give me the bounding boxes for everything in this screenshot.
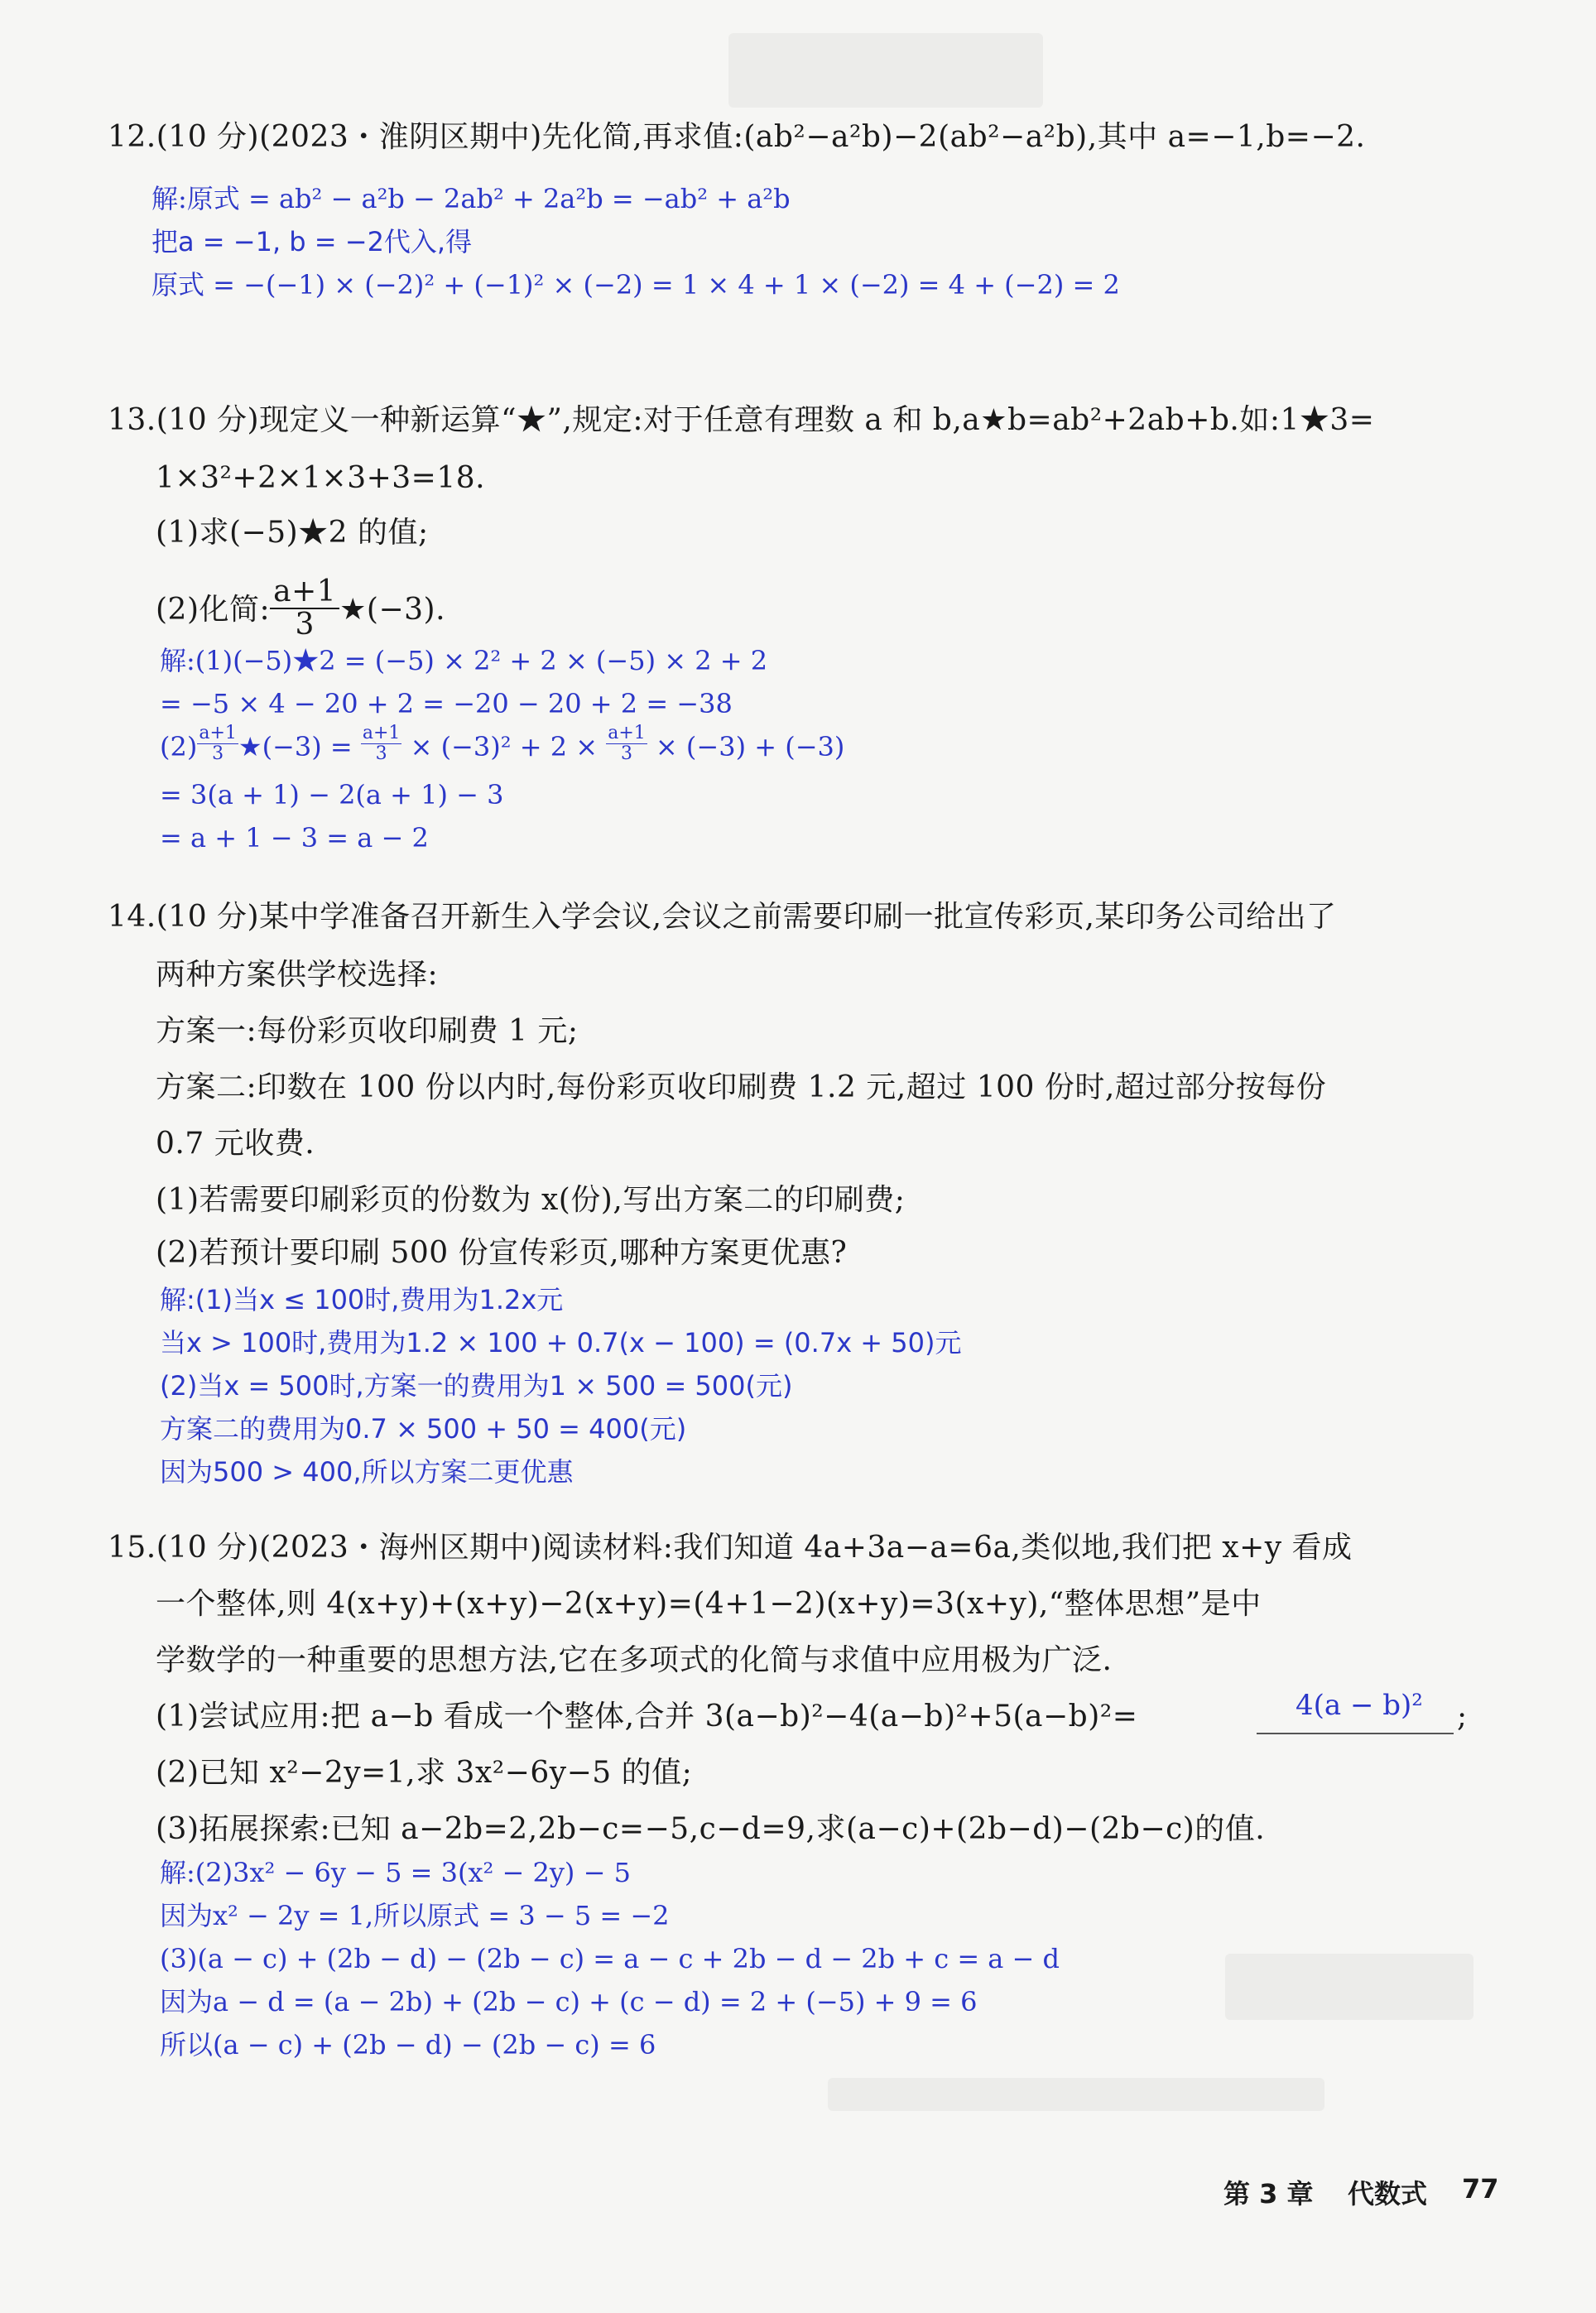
q13-part-1: (1)求(−5)★2 的值; — [156, 516, 429, 550]
bleed-through-mark — [1225, 1954, 1473, 2020]
q13-ans3-part: × (−3)² + 2 × — [410, 731, 598, 762]
q15-answer-line-4: 因为a − d = (a − 2b) + (2b − c) + (c − d) = 2 + (−5) + 9 = 6 — [160, 1986, 978, 2017]
q13-ans3-part: ★(−3) = — [238, 731, 353, 762]
q12-answer-line-1: 解:原式 = ab² − a²b − 2ab² + 2a²b = −ab² + a²b — [151, 183, 791, 214]
q13-fraction — [270, 576, 339, 641]
bleed-through-mark — [728, 33, 1043, 108]
q15-stem-line-1: 15.(10 分)(2023・海州区期中)阅读材料:我们知道 4a+3a−a=6a,类似地,我们把 x+y 看成 — [108, 1531, 1353, 1565]
q13-ans3-fraction — [197, 724, 238, 764]
q14-part-1: (1)若需要印刷彩页的份数为 x(份),写出方案二的印刷费; — [156, 1183, 906, 1217]
q12-answer-line-2: 把a = −1, b = −2代入,得 — [151, 226, 473, 257]
q13-answer-line-3 — [160, 723, 845, 769]
q15-stem-line-2: 一个整体,则 4(x+y)+(x+y)−2(x+y)=(4+1−2)(x+y)=3(x+y),“整体思想”是中 — [156, 1587, 1262, 1621]
fraction-denominator: 3 — [620, 743, 632, 764]
q13-answer-line-5: = a + 1 − 3 = a − 2 — [160, 822, 429, 854]
q13-part-2-prefix: (2)化简: — [156, 593, 271, 627]
q13-stem-line-2: 1×3²+2×1×3+3=18. — [156, 461, 486, 495]
q14-plan-1: 方案一:每份彩页收印刷费 1 元; — [156, 1014, 579, 1048]
q15-answer-line-5: 所以(a − c) + (2b − d) − (2b − c) = 6 — [160, 2029, 656, 2061]
q15-part-1: (1)尝试应用:把 a−b 看成一个整体,合并 3(a−b)²−4(a−b)²+5(a−b)²= — [156, 1700, 1138, 1734]
q14-stem-line-2: 两种方案供学校选择: — [156, 958, 439, 992]
q15-stem-line-3: 学数学的一种重要的思想方法,它在多项式的化简与求值中应用极为广泛. — [156, 1643, 1113, 1677]
q15-answer-line-2: 因为x² − 2y = 1,所以原式 = 3 − 5 = −2 — [160, 1900, 670, 1931]
q15-part-1-end: ; — [1457, 1700, 1468, 1734]
q13-part-2 — [156, 575, 446, 644]
q13-ans3-fraction — [361, 724, 402, 764]
q12-answer-line-3: 原式 = −(−1) × (−2)² + (−1)² × (−2) = 1 × 4 + 1 × (−2) = 4 + (−2) = 2 — [151, 269, 1120, 301]
q13-part-2-suffix: ★(−3). — [339, 593, 446, 627]
q15-part-3: (3)拓展探索:已知 a−2b=2,2b−c=−5,c−d=9,求(a−c)+(2b−d)−(2b−c)的值. — [156, 1812, 1266, 1846]
q13-ans3-part: × (−3) + (−3) — [655, 731, 845, 762]
q14-plan-2-line-2: 0.7 元收费. — [156, 1127, 315, 1161]
fraction-numerator: a+1 — [270, 576, 339, 609]
q15-answer-line-3: (3)(a − c) + (2b − d) − (2b − c) = a − c + 2b − d − 2b + c = a − d — [160, 1943, 1060, 1974]
q13-answer-line-4: = 3(a + 1) − 2(a + 1) − 3 — [160, 779, 504, 810]
q13-stem-line-1: 13.(10 分)现定义一种新运算“★”,规定:对于任意有理数 a 和 b,a★b=ab²+2ab+b.如:1★3= — [108, 403, 1375, 437]
chapter-label: 第 3 章 — [1223, 2178, 1314, 2210]
q12-stem: 12.(10 分)(2023・淮阴区期中)先化简,再求值:(ab²−a²b)−2(ab²−a²b),其中 a=−1,b=−2. — [108, 120, 1366, 154]
q13-ans3-part: (2) — [160, 731, 198, 762]
fraction-denominator: 3 — [295, 608, 315, 642]
chapter-title: 代数式 — [1348, 2178, 1428, 2210]
q14-stem-line-1: 14.(10 分)某中学准备召开新生入学会议,会议之前需要印刷一批宣传彩页,某印务公司给出了 — [108, 900, 1337, 934]
q14-part-2: (2)若预计要印刷 500 份宣传彩页,哪种方案更优惠? — [156, 1236, 848, 1270]
q14-answer-line-3: (2)当x = 500时,方案一的费用为1 × 500 = 500(元) — [160, 1370, 793, 1402]
fraction-numerator: a+1 — [362, 723, 401, 743]
fraction-numerator: a+1 — [608, 723, 646, 743]
bleed-through-mark — [828, 2078, 1324, 2111]
fraction-denominator: 3 — [212, 743, 224, 764]
q14-answer-line-2: 当x > 100时,费用为1.2 × 100 + 0.7(x − 100) = (0.7x + 50)元 — [160, 1327, 962, 1358]
q14-plan-2-line-1: 方案二:印数在 100 份以内时,每份彩页收印刷费 1.2 元,超过 100 份时,超过部分按每份 — [156, 1070, 1327, 1104]
q15-answer-line-1: 解:(2)3x² − 6y − 5 = 3(x² − 2y) − 5 — [160, 1857, 631, 1888]
fraction-denominator: 3 — [375, 743, 387, 764]
q13-answer-line-1: 解:(1)(−5)★2 = (−5) × 2² + 2 × (−5) × 2 + 2 — [160, 645, 768, 676]
q15-answer-blank[interactable] — [1257, 1733, 1454, 1734]
q14-answer-line-1: 解:(1)当x ≤ 100时,费用为1.2x元 — [160, 1284, 564, 1315]
page-number: 77 — [1462, 2173, 1499, 2205]
q13-ans3-fraction — [606, 724, 647, 764]
q13-answer-line-2: = −5 × 4 − 20 + 2 = −20 − 20 + 2 = −38 — [160, 688, 733, 719]
q15-blank-answer: 4(a − b)² — [1296, 1689, 1423, 1722]
q14-answer-line-5: 因为500 > 400,所以方案二更优惠 — [160, 1456, 574, 1488]
fraction-numerator: a+1 — [199, 723, 237, 743]
q14-answer-line-4: 方案二的费用为0.7 × 500 + 50 = 400(元) — [160, 1413, 687, 1445]
q15-part-2: (2)已知 x²−2y=1,求 3x²−6y−5 的值; — [156, 1756, 693, 1790]
